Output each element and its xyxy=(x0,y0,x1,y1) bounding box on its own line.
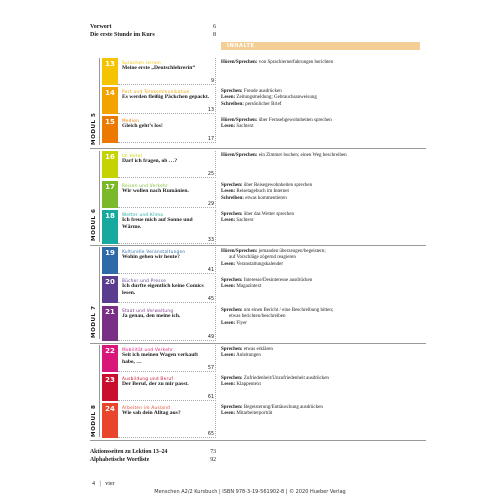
content-skill-label: Sprechen: xyxy=(221,308,243,313)
content-skill-text: Freude ausdrücken xyxy=(243,89,282,94)
content-skill-text: Anleitungen xyxy=(236,353,261,359)
copyright-footer: Menschen A2/2 Kursbuch | ISBN 978-3-19-561902-8 | © 2020 Hueber Verlag xyxy=(154,489,346,495)
content-skill-label: Lesen: xyxy=(221,189,236,195)
lesson-category: Mobilität und Verkehr xyxy=(122,347,174,352)
module-divider-line xyxy=(99,345,100,437)
content-skill-label: Sprechen: xyxy=(221,89,243,94)
content-skill-text: auf Vorschläge zögernd reagieren xyxy=(229,255,296,261)
lesson-border xyxy=(118,302,216,303)
lesson-border xyxy=(215,210,216,244)
content-skill-label: Lesen: xyxy=(221,284,236,290)
lesson-content-17 xyxy=(221,183,426,202)
lesson-border xyxy=(118,207,216,208)
lesson-title: Ich durfte eigentlich keine Comics lesen. xyxy=(122,283,204,296)
content-line xyxy=(221,382,426,388)
lesson-14[interactable] xyxy=(102,87,216,114)
lesson-title: Wir wollen nach Rumänien. xyxy=(122,188,189,194)
lesson-20[interactable] xyxy=(102,276,216,303)
lesson-border xyxy=(215,276,216,303)
lesson-24[interactable] xyxy=(102,403,216,438)
content-skill-label: Lesen: xyxy=(221,353,236,359)
content-skill-text: Sachtext xyxy=(236,218,254,224)
lesson-category: Ausbildung und Beruf xyxy=(122,376,174,381)
content-skill-text: über Fernsehgewohnheiten sprechen xyxy=(258,118,332,123)
lesson-border xyxy=(215,151,216,178)
lesson-category: Arbeiten im Ausland xyxy=(122,405,171,410)
content-skill-label: Lesen: xyxy=(221,411,236,417)
lesson-23[interactable] xyxy=(102,374,216,401)
content-skill-label: Schreiben: xyxy=(221,195,244,201)
content-skill-text: Flyer xyxy=(236,320,247,326)
content-skill-text: Zufriedenheit/Unzufriedenheit ausdrücken xyxy=(243,376,329,381)
content-skill-label: Hören/Sprechen: xyxy=(221,153,258,158)
lesson-content-21 xyxy=(221,308,426,327)
lesson-border xyxy=(215,58,216,85)
content-skill-label: Lesen: xyxy=(221,320,236,326)
lesson-title: Wie sah dein Alltag aus? xyxy=(122,410,181,416)
lesson-category: Post und Telekommunikation xyxy=(122,89,190,94)
lesson-category: Kulturelle Veranstaltungen xyxy=(122,249,186,254)
lesson-number: 17 xyxy=(105,183,115,191)
content-line xyxy=(221,60,426,66)
content-skill-label: Hören/Sprechen: xyxy=(221,249,258,254)
content-skill-label: Sprechen: xyxy=(221,278,243,283)
content-skill-label: Lesen: xyxy=(221,261,236,267)
lesson-number: 24 xyxy=(105,405,115,413)
lesson-border xyxy=(118,371,216,372)
module-label-5: MODUL 5 xyxy=(91,112,97,145)
lesson-17[interactable] xyxy=(102,181,216,208)
toc-entry-page: 92 xyxy=(210,457,216,463)
content-skill-label: Sprechen: xyxy=(221,212,243,217)
content-skill-text: etwas kommentieren xyxy=(245,195,287,201)
content-skill-label: Lesen: xyxy=(221,382,236,388)
content-skill-text: Magazintext xyxy=(236,284,262,290)
lesson-border xyxy=(215,403,216,438)
lesson-category: Sprachen lernen xyxy=(122,60,161,65)
lesson-border xyxy=(215,306,216,341)
content-skill-text: über Reisegewohnheiten sprechen xyxy=(243,183,313,188)
content-line xyxy=(221,102,426,108)
content-skill-text: persönlicher Brief xyxy=(245,101,282,107)
lesson-page: 9 xyxy=(210,79,214,84)
toc-entry-page: 73 xyxy=(210,449,216,455)
content-skill-text: Interesse/Desinteresse ausdrücken xyxy=(243,278,313,283)
lesson-title: Ich freue mich auf Sonne und Wärme. xyxy=(122,217,193,230)
content-line xyxy=(221,153,426,159)
content-line xyxy=(221,321,426,327)
lesson-22[interactable] xyxy=(102,345,216,372)
lesson-content-24 xyxy=(221,405,426,418)
lesson-border xyxy=(215,247,216,274)
lesson-page: 65 xyxy=(207,432,214,437)
content-skill-label: Hören/Sprechen: xyxy=(221,118,258,123)
lesson-page: 25 xyxy=(207,172,214,177)
lesson-content-22 xyxy=(221,347,426,360)
content-skill-label: Sprechen: xyxy=(221,183,243,188)
lesson-number: 23 xyxy=(105,376,115,384)
lesson-page: 45 xyxy=(207,297,214,302)
lesson-border xyxy=(118,400,216,401)
content-line xyxy=(221,218,426,224)
content-skill-text: Mitarbeiterporträt xyxy=(236,411,273,417)
module-label-6: MODUL 6 xyxy=(91,208,97,241)
module-separator xyxy=(90,440,426,441)
content-skill-label: Schreiben: xyxy=(221,101,244,107)
content-skill-text: Veranstaltungskalender xyxy=(236,261,283,267)
lesson-page: 33 xyxy=(207,238,214,243)
content-skill-label: Lesen: xyxy=(221,124,236,130)
lesson-21[interactable] xyxy=(102,306,216,341)
lesson-category: Reisen und Verkehr xyxy=(122,183,168,188)
page-number-word: vier xyxy=(105,481,115,487)
content-skill-label: Lesen: xyxy=(221,95,236,101)
module-divider-line xyxy=(99,58,100,145)
content-line xyxy=(221,284,426,290)
content-line xyxy=(221,353,426,359)
lesson-number: 14 xyxy=(105,89,115,97)
toc-entry-vorwort[interactable] xyxy=(90,24,216,30)
lesson-number: 21 xyxy=(105,308,115,316)
lesson-number: 18 xyxy=(105,212,115,220)
lesson-title: Seit ich meinen Wagen verkauft habe, … xyxy=(122,352,199,365)
inhalte-header-label: INHALTE xyxy=(227,43,255,49)
content-skill-text: etwas berichten/beschreiben xyxy=(229,314,286,320)
lesson-page: 29 xyxy=(207,202,214,207)
lesson-number: 22 xyxy=(105,347,115,355)
lesson-border xyxy=(118,142,216,143)
lesson-border xyxy=(118,340,216,341)
content-line xyxy=(221,411,426,417)
lesson-category: Medien xyxy=(122,118,140,123)
lesson-page: 13 xyxy=(207,108,214,113)
lesson-border xyxy=(215,116,216,143)
content-line xyxy=(221,124,426,130)
content-skill-label: Sprechen: xyxy=(221,376,243,381)
lesson-category: Im Hotel xyxy=(122,153,143,158)
toc-entry-page: 8 xyxy=(213,32,216,38)
lesson-page: 61 xyxy=(207,395,214,400)
lesson-category: Bücher und Presse xyxy=(122,278,167,283)
lesson-number: 15 xyxy=(105,118,115,126)
lesson-border xyxy=(215,345,216,372)
page-number xyxy=(92,481,115,487)
content-skill-text: Zeitungsmeldung; Gebrauchsanweisung xyxy=(236,95,317,101)
lesson-border xyxy=(118,273,216,274)
content-skill-label: Sprechen: xyxy=(221,405,243,410)
toc-entry-title: Vorwort xyxy=(90,24,112,30)
content-line xyxy=(221,262,426,268)
lesson-border xyxy=(215,374,216,401)
toc-entry-title: Aktionsseiten zu Lektion 13–24 xyxy=(90,449,168,455)
lesson-category: Wetter und Klima xyxy=(122,212,164,217)
toc-entry-erste-stunde[interactable] xyxy=(90,32,216,38)
content-skill-text: etwas erklären xyxy=(243,347,273,352)
lesson-content-16 xyxy=(221,153,426,159)
lesson-18[interactable] xyxy=(102,210,216,244)
lesson-15[interactable] xyxy=(102,116,216,143)
lesson-number: 13 xyxy=(105,60,115,68)
module-divider-line xyxy=(99,247,100,339)
lesson-content-18 xyxy=(221,212,426,225)
lesson-content-20 xyxy=(221,278,426,291)
lesson-border xyxy=(118,437,216,438)
lesson-title: Ja genau, den meine ich. xyxy=(122,313,181,319)
content-skill-text: Sachtext xyxy=(236,124,254,130)
content-skill-label: Hören/Sprechen: xyxy=(221,60,258,65)
lesson-title: Meine erste „Deutschlehrerin“ xyxy=(122,65,196,71)
lesson-page: 17 xyxy=(207,137,214,142)
lesson-page: 49 xyxy=(207,335,214,340)
toc-entry-title: Alphabetische Wortliste xyxy=(90,457,150,463)
lesson-16[interactable] xyxy=(102,151,216,178)
toc-entry-title: Die erste Stunde im Kurs xyxy=(90,32,155,38)
content-skill-text: Begeisterung/Enttäuschung ausdrücken xyxy=(243,405,323,410)
lesson-number: 20 xyxy=(105,278,115,286)
lesson-content-13 xyxy=(221,60,426,66)
toc-entry-page: 6 xyxy=(213,24,216,30)
lesson-content-15 xyxy=(221,118,426,131)
module-separator xyxy=(90,343,426,344)
lesson-title: Darf ich fragen, ob …? xyxy=(122,158,178,164)
lesson-category: Staat und Verwaltung xyxy=(122,308,174,313)
page-number-separator: | xyxy=(99,481,101,487)
lesson-border xyxy=(118,113,216,114)
toc-entry-aktionsseiten[interactable] xyxy=(90,449,216,455)
lesson-page: 41 xyxy=(207,268,214,273)
toc-entry-wortliste[interactable] xyxy=(90,457,216,463)
module-label-8: MODUL 8 xyxy=(91,404,97,437)
lesson-content-23 xyxy=(221,376,426,389)
module-separator xyxy=(90,148,426,149)
module-label-7: MODUL 7 xyxy=(91,305,97,338)
lesson-19[interactable] xyxy=(102,247,216,274)
content-skill-text: ein Zimmer buchen; einen Weg beschreiben xyxy=(258,153,347,158)
lesson-13[interactable] xyxy=(102,58,216,85)
lesson-number: 16 xyxy=(105,153,115,161)
lesson-title: Wohin gehen wir heute? xyxy=(122,254,180,260)
content-skill-text: um einen Bericht / eine Beschreibung bitten; xyxy=(243,308,334,313)
page-number-value: 4 xyxy=(92,481,95,487)
content-skill-text: Klappentext xyxy=(236,382,261,388)
content-line xyxy=(221,196,426,202)
lesson-border xyxy=(215,87,216,114)
lesson-border xyxy=(118,177,216,178)
lesson-content-19 xyxy=(221,249,426,268)
inhalte-header xyxy=(221,42,420,50)
lesson-number: 19 xyxy=(105,249,115,257)
lesson-title: Gleich geht’s los! xyxy=(122,123,163,129)
lesson-content-14 xyxy=(221,89,426,108)
lesson-title: Es werden fleißig Päckchen gepackt. xyxy=(122,94,210,100)
module-divider-line xyxy=(99,151,100,242)
content-skill-text: von Sprachlernerfahrungen berichten xyxy=(258,60,334,65)
lesson-border xyxy=(215,181,216,208)
content-skill-text: über das Wetter sprechen xyxy=(243,212,295,217)
content-skill-text: jemanden überzeugen/begeistern; xyxy=(258,249,326,254)
lesson-page: 57 xyxy=(207,366,214,371)
lesson-title: Der Beruf, der zu mir passt. xyxy=(122,381,189,387)
module-separator xyxy=(90,245,426,246)
lesson-border xyxy=(118,243,216,244)
content-skill-label: Sprechen: xyxy=(221,347,243,352)
content-skill-text: Reisetagebuch im Internet xyxy=(236,189,289,195)
content-skill-label: Lesen: xyxy=(221,218,236,224)
lesson-border xyxy=(118,84,216,85)
